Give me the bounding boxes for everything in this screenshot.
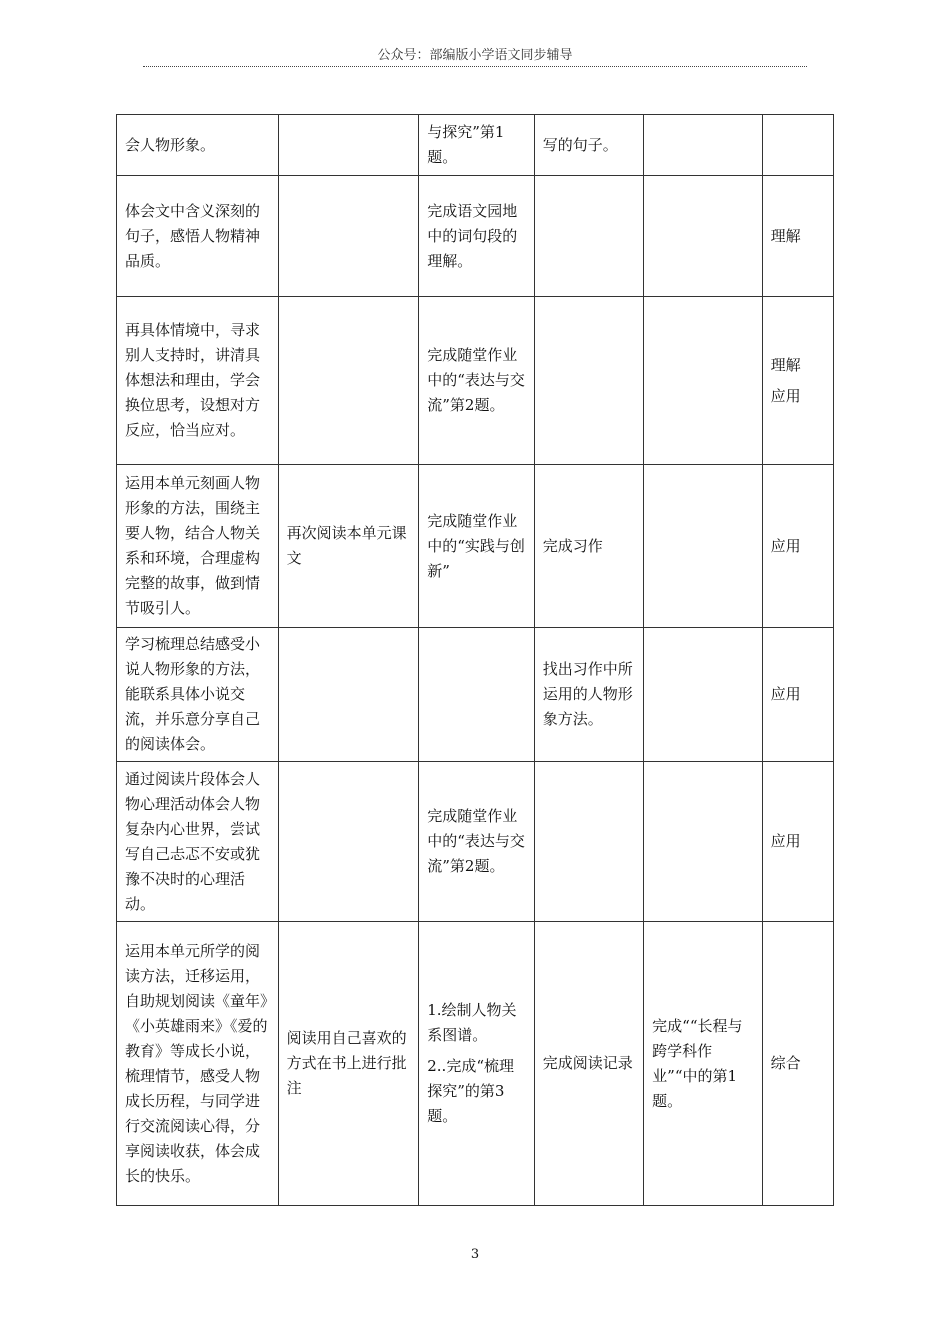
in-class-cell: 完成语文园地中的词句段的理解。: [419, 176, 534, 297]
post-class-cell: [534, 176, 643, 297]
extension-cell: [644, 176, 762, 297]
objective-cell: 运用本单元刻画人物形象的方法，围绕主要人物，结合人物关系和环境，合理虚构完整的故事，做到情节吸引人。: [117, 465, 279, 628]
table-row: [117, 176, 834, 297]
post-class-cell: [534, 297, 643, 465]
level-apply: 应用: [770, 386, 801, 405]
pre-class-cell: 再次阅读本单元课文: [278, 465, 419, 628]
page-header: 公众号：部编版小学语文同步辅导: [377, 48, 573, 63]
in-class-item-1: 1.绘制人物关系图谱。: [427, 1001, 517, 1044]
table-row: [117, 465, 834, 628]
pre-class-cell: [278, 297, 419, 465]
header-divider: [143, 66, 807, 67]
table-row: [117, 297, 834, 465]
objective-cell: 体会文中含义深刻的句子，感悟人物精神品质。: [117, 176, 279, 297]
level-cell: 应用: [762, 762, 833, 922]
level-cell: [762, 297, 833, 465]
objective-cell: 会人物形象。: [117, 115, 279, 176]
pre-class-cell: 阅读用自己喜欢的方式在书上进行批注: [278, 922, 419, 1206]
level-cell: 理解: [762, 176, 833, 297]
extension-cell: [644, 762, 762, 922]
level-cell: 综合: [762, 922, 833, 1206]
table-row: [117, 628, 834, 762]
objective-cell: 再具体情境中，寻求别人支持时，讲清具体想法和理由，学会换位思考，设想对方反应，恰当应对。: [117, 297, 279, 465]
table-row: [117, 115, 834, 176]
extension-cell: [644, 297, 762, 465]
objective-cell: 运用本单元所学的阅读方法，迁移运用，自助规划阅读《童年》《小英雄雨来》《爱的教育》等成长小说，梳理情节，感受人物成长历程，与同学进行交流阅读心得，分享阅读收获，体会成长的快乐。: [117, 922, 279, 1206]
post-class-cell: 完成阅读记录: [534, 922, 643, 1206]
in-class-cell: 完成随堂作业中的“表达与交流”第2题。: [419, 762, 534, 922]
in-class-cell: 完成随堂作业中的“表达与交流”第2题。: [419, 297, 534, 465]
level-cell: [762, 115, 833, 176]
in-class-item-2: 2..完成“梳理探究”的第3题。: [427, 1057, 514, 1125]
post-class-cell: [534, 762, 643, 922]
in-class-cell: 与探究”第1题。: [419, 115, 534, 176]
pre-class-cell: [278, 176, 419, 297]
objective-cell: 学习梳理总结感受小说人物形象的方法，能联系具体小说交流，并乐意分享自己的阅读体会。: [117, 628, 279, 762]
assignment-table: [116, 114, 834, 1206]
objective-cell: 通过阅读片段体会人物心理活动体会人物复杂内心世界，尝试写自己忐忑不安或犹豫不决时的心理活动。: [117, 762, 279, 922]
extension-cell: [644, 115, 762, 176]
level-cell: 应用: [762, 465, 833, 628]
extension-cell: [644, 465, 762, 628]
level-understand: 理解: [770, 355, 801, 374]
table-row: [117, 762, 834, 922]
extension-cell: 完成““长程与跨学科作业”“中的第1题。: [644, 922, 762, 1206]
pre-class-cell: [278, 628, 419, 762]
in-class-cell: [419, 922, 534, 1206]
table-row: [117, 922, 834, 1206]
in-class-cell: 完成随堂作业中的“实践与创新”: [419, 465, 534, 628]
pre-class-cell: [278, 762, 419, 922]
page-number: 3: [470, 1247, 480, 1262]
post-class-cell: 写的句子。: [534, 115, 643, 176]
post-class-cell: 完成习作: [534, 465, 643, 628]
level-cell: 应用: [762, 628, 833, 762]
in-class-cell: [419, 628, 534, 762]
pre-class-cell: [278, 115, 419, 176]
extension-cell: [644, 628, 762, 762]
post-class-cell: 找出习作中所运用的人物形象方法。: [534, 628, 643, 762]
